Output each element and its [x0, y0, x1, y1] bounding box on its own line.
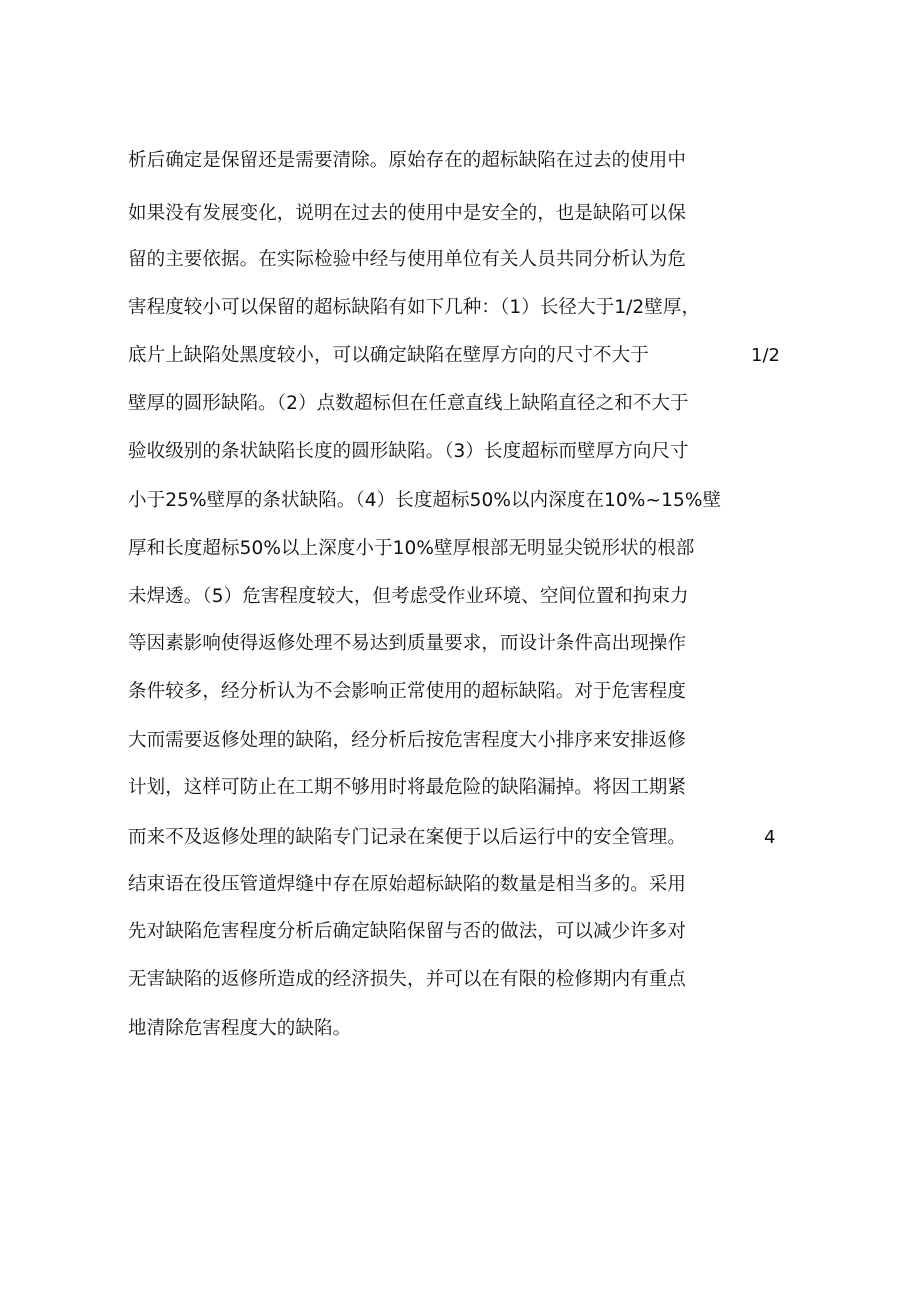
text-line: 壁厚的圆形缺陷。（2）点数超标但在任意直线上缺陷直径之和不大于 [128, 393, 689, 414]
text-line: 留的主要依据。在实际检验中经与使用单位有关人员共同分析认为危 [128, 249, 687, 270]
fraction-label: 1/2 [751, 345, 780, 366]
text-line: 结束语在役压管道焊缝中存在原始超标缺陷的数量是相当多的。采用 [128, 874, 687, 895]
text-line: 等因素影响使得返修处理不易达到质量要求，而设计条件高出现操作 [128, 633, 687, 654]
text-line: 无害缺陷的返修所造成的经济损失，并可以在有限的检修期内有重点 [128, 969, 687, 990]
text-line: 底片上缺陷处黑度较小，可以确定缺陷在壁厚方向的尺寸不大于 [128, 345, 649, 366]
text-line: 厚和长度超标50%以上深度小于10%壁厚根部无明显尖锐形状的根部 [128, 538, 695, 559]
section-number: 4 [764, 827, 776, 848]
text-line: 小于25%壁厚的条状缺陷。（4）长度超标50%以内深度在10%~15%壁 [128, 490, 722, 511]
text-line: 大而需要返修处理的缺陷，经分析后按危害程度大小排序来安排返修 [128, 730, 687, 751]
text-line: 而来不及返修处理的缺陷专门记录在案便于以后运行中的安全管理。 [128, 827, 687, 848]
text-line: 析后确定是保留还是需要清除。原始存在的超标缺陷在过去的使用中 [128, 150, 687, 171]
text-line: 计划，这样可防止在工期不够用时将最危险的缺陷漏掉。将因工期紧 [128, 777, 687, 798]
text-line: 条件较多，经分析认为不会影响正常使用的超标缺陷。对于危害程度 [128, 681, 687, 702]
text-line: 未焊透。（5）危害程度较大，但考虑受作业环境、空间位置和拘束力 [128, 586, 689, 607]
text-line: 先对缺陷危害程度分析后确定缺陷保留与否的做法，可以减少许多对 [128, 921, 687, 942]
text-line: 验收级别的条状缺陷长度的圆形缺陷。（3）长度超标而壁厚方向尺寸 [128, 441, 689, 462]
text-line: 害程度较小可以保留的超标缺陷有如下几种：（1）长径大于1/2壁厚， [128, 297, 701, 318]
text-line: 地清除危害程度大的缺陷。 [128, 1018, 352, 1039]
text-line: 如果没有发展变化，说明在过去的使用中是安全的，也是缺陷可以保 [128, 203, 687, 224]
